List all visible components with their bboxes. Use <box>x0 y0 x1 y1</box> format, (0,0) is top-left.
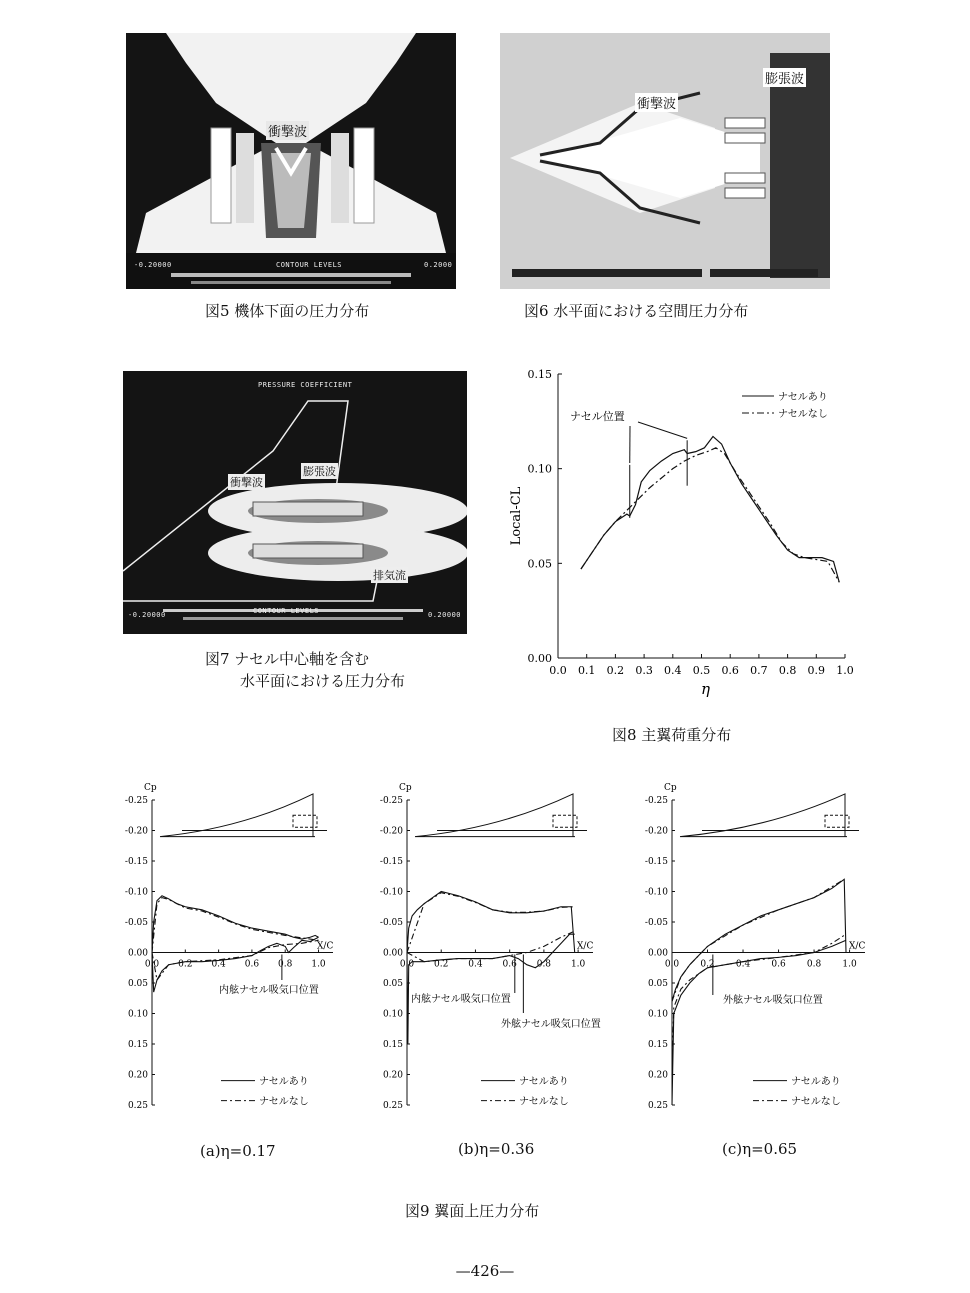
fig5-shock-label: 衝撃波 <box>266 121 309 140</box>
fig8-caption: 図8 主翼荷重分布 <box>612 726 732 744</box>
y-tick-label: -0.05 <box>379 918 403 928</box>
legend-label: ナセルあり <box>259 1076 309 1088</box>
x-tick-label: 0.6 <box>502 959 517 970</box>
y-tick-label: 0.25 <box>647 1101 668 1111</box>
y-tick-label: 0.05 <box>527 557 552 571</box>
x-tick-label: 0.8 <box>778 664 797 677</box>
inlet-annotation: 外舷ナセル吸気口位置 <box>501 1019 601 1030</box>
fig9b-chart <box>345 775 615 1120</box>
x-tick-label: 0.5 <box>692 664 711 677</box>
y-tick-label: -0.25 <box>124 796 148 806</box>
legend-label: ナセルなし <box>791 1096 841 1108</box>
legend-label: ナセルあり <box>778 392 828 403</box>
x-tick-label: 0.6 <box>244 959 260 970</box>
x-tick-label: 0.9 <box>807 664 826 677</box>
y-tick-label: 0.10 <box>382 1009 403 1020</box>
legend-label: ナセルあり <box>519 1076 569 1088</box>
fig5-right-value: 0.2000 <box>424 261 453 269</box>
y-tick-label: -0.05 <box>644 918 668 928</box>
y-tick-label: -0.15 <box>379 857 403 867</box>
fig9c-panel-label: (c)η=0.65 <box>722 1140 798 1158</box>
fig5-aircraft-render <box>126 33 456 289</box>
cp-upper-line <box>672 879 846 1001</box>
page-number: —426— <box>455 1262 515 1280</box>
y-axis-label: Cp <box>144 783 157 793</box>
cp-upper-line <box>152 898 319 953</box>
x-tick-label: 0.1 <box>577 664 596 677</box>
legend-label: ナセルあり <box>791 1076 841 1088</box>
x-tick-label: 0.0 <box>549 664 567 677</box>
nacelle-position-label: ナセル位置 <box>570 410 625 423</box>
y-tick-label: 0.00 <box>382 948 403 959</box>
fig9c-chart <box>615 775 875 1120</box>
fig7-right-value: 0.20000 <box>428 611 462 619</box>
y-tick-label: 0.25 <box>382 1101 403 1111</box>
y-tick-label: -0.05 <box>124 918 148 928</box>
fig6-shock-label: 衝撃波 <box>635 93 678 112</box>
y-tick-label: -0.15 <box>644 857 668 867</box>
x-axis-label: X/C <box>577 941 594 952</box>
x-tick-label: 0.2 <box>606 664 625 677</box>
x-axis-label: X/C <box>849 941 866 952</box>
inlet-annotation: 内舷ナセル吸気口位置 <box>219 985 319 996</box>
x-tick-label: 0.7 <box>750 664 768 677</box>
series-line <box>581 436 839 582</box>
x-tick-label: 0.2 <box>178 959 193 970</box>
nacelle-leader <box>638 422 687 438</box>
y-tick-label: 0.15 <box>382 1040 403 1050</box>
x-tick-label: 0.2 <box>700 959 715 970</box>
y-tick-label: 0.10 <box>527 462 552 476</box>
x-tick-label: 0.4 <box>211 959 226 970</box>
y-tick-label: -0.20 <box>644 826 668 837</box>
x-tick-label: 1.0 <box>311 959 326 970</box>
fig9-caption: 図9 翼面上圧力分布 <box>405 1202 540 1220</box>
fig5-mid-label: CONTOUR LEVELS <box>276 261 343 269</box>
y-tick-label: -0.20 <box>379 826 403 837</box>
cp-lower-line <box>152 937 319 992</box>
fig7-nacelle-render <box>123 371 467 634</box>
x-tick-label: 0.4 <box>664 664 682 677</box>
legend-label: ナセルなし <box>259 1096 309 1108</box>
y-tick-label: 0.15 <box>127 1040 148 1050</box>
y-tick-label: -0.15 <box>124 857 148 867</box>
x-tick-label: 0.8 <box>806 959 822 970</box>
series-line <box>581 448 839 582</box>
y-tick-label: 0.20 <box>127 1070 148 1081</box>
y-axis-label: Cp <box>664 783 677 793</box>
x-tick-label: 0.0 <box>144 959 160 970</box>
y-tick-label: 0.15 <box>527 368 552 381</box>
x-tick-label: 1.0 <box>842 959 857 970</box>
y-tick-label: 0.00 <box>127 948 148 959</box>
y-tick-label: -0.25 <box>379 796 403 806</box>
fig6-image <box>500 33 830 289</box>
y-tick-label: -0.10 <box>124 887 148 898</box>
fig6-caption: 図6 水平面における空間圧力分布 <box>524 302 749 320</box>
y-tick-label: 0.15 <box>647 1040 668 1050</box>
y-tick-label: -0.20 <box>124 826 148 837</box>
fig7-top-title: PRESSURE COEFFICIENT <box>258 381 353 389</box>
y-tick-label: 0.20 <box>647 1070 668 1081</box>
x-tick-label: 0.6 <box>771 959 786 970</box>
fig7-shock-label: 衝撃波 <box>230 476 263 489</box>
fig7-left-value: -0.20000 <box>128 611 166 619</box>
cp-upper-line <box>407 893 575 953</box>
y-tick-label: 0.20 <box>382 1070 403 1081</box>
inlet-annotation: 外舷ナセル吸気口位置 <box>723 995 823 1006</box>
inlet-annotation: 内舷ナセル吸気口位置 <box>411 994 511 1005</box>
fig5-image <box>126 33 456 289</box>
y-tick-label: -0.10 <box>644 887 668 898</box>
fig7-image <box>123 371 467 634</box>
y-tick-label: 0.00 <box>647 948 668 959</box>
y-tick-label: 0.05 <box>647 979 668 989</box>
x-axis-label: η <box>701 680 710 698</box>
cp-lower-line <box>152 940 319 980</box>
x-tick-label: 0.3 <box>635 664 653 677</box>
fig6-expansion-label: 膨張波 <box>763 68 806 87</box>
y-tick-label: 0.25 <box>127 1101 148 1111</box>
legend-label: ナセルなし <box>519 1096 569 1108</box>
y-tick-label: -0.25 <box>644 796 668 806</box>
y-tick-label: 0.00 <box>527 652 552 665</box>
fig7-expansion-label: 膨張波 <box>303 465 336 478</box>
x-tick-label: 0.2 <box>434 959 449 970</box>
x-axis-label: X/C <box>317 941 334 952</box>
x-tick-label: 0.6 <box>721 664 739 677</box>
y-tick-label: 0.05 <box>127 979 148 989</box>
y-axis-label: Cp <box>399 783 412 793</box>
x-tick-label: 1.0 <box>836 664 854 677</box>
y-tick-label: 0.10 <box>647 1009 668 1020</box>
cp-upper-line <box>407 892 575 953</box>
fig5-caption: 図5 機体下面の圧力分布 <box>205 302 370 320</box>
x-tick-label: 0.4 <box>468 959 483 970</box>
fig9a-panel-label: (a)η=0.17 <box>200 1142 276 1160</box>
cp-upper-line <box>672 879 844 1001</box>
x-tick-label: 0.4 <box>735 959 751 970</box>
fig8-chart <box>490 360 870 710</box>
y-tick-label: 0.10 <box>127 1009 148 1020</box>
legend-label: ナセルなし <box>778 409 828 420</box>
fig7-caption-line1: 図7 ナセル中心軸を含む <box>205 650 370 668</box>
x-tick-label: 0.8 <box>278 959 293 970</box>
fig9a-chart <box>95 775 345 1120</box>
fig7-mid-label: CONTOUR LEVELS <box>253 607 320 615</box>
fig5-left-value: -0.20000 <box>134 261 172 269</box>
fig7-caption-line2: 水平面における圧力分布 <box>240 672 406 690</box>
x-tick-label: 0.0 <box>664 959 680 970</box>
y-axis-label: Local-CL <box>509 486 524 546</box>
fig7-exhaust-label: 排気流 <box>373 569 406 582</box>
fig9b-panel-label: (b)η=0.36 <box>458 1140 535 1158</box>
y-tick-label: -0.10 <box>379 887 403 898</box>
x-tick-label: 1.0 <box>570 959 586 970</box>
x-tick-label: 0.0 <box>399 959 415 970</box>
y-tick-label: 0.05 <box>382 979 403 989</box>
cp-lower-line <box>407 931 575 962</box>
x-tick-label: 0.8 <box>536 959 552 970</box>
